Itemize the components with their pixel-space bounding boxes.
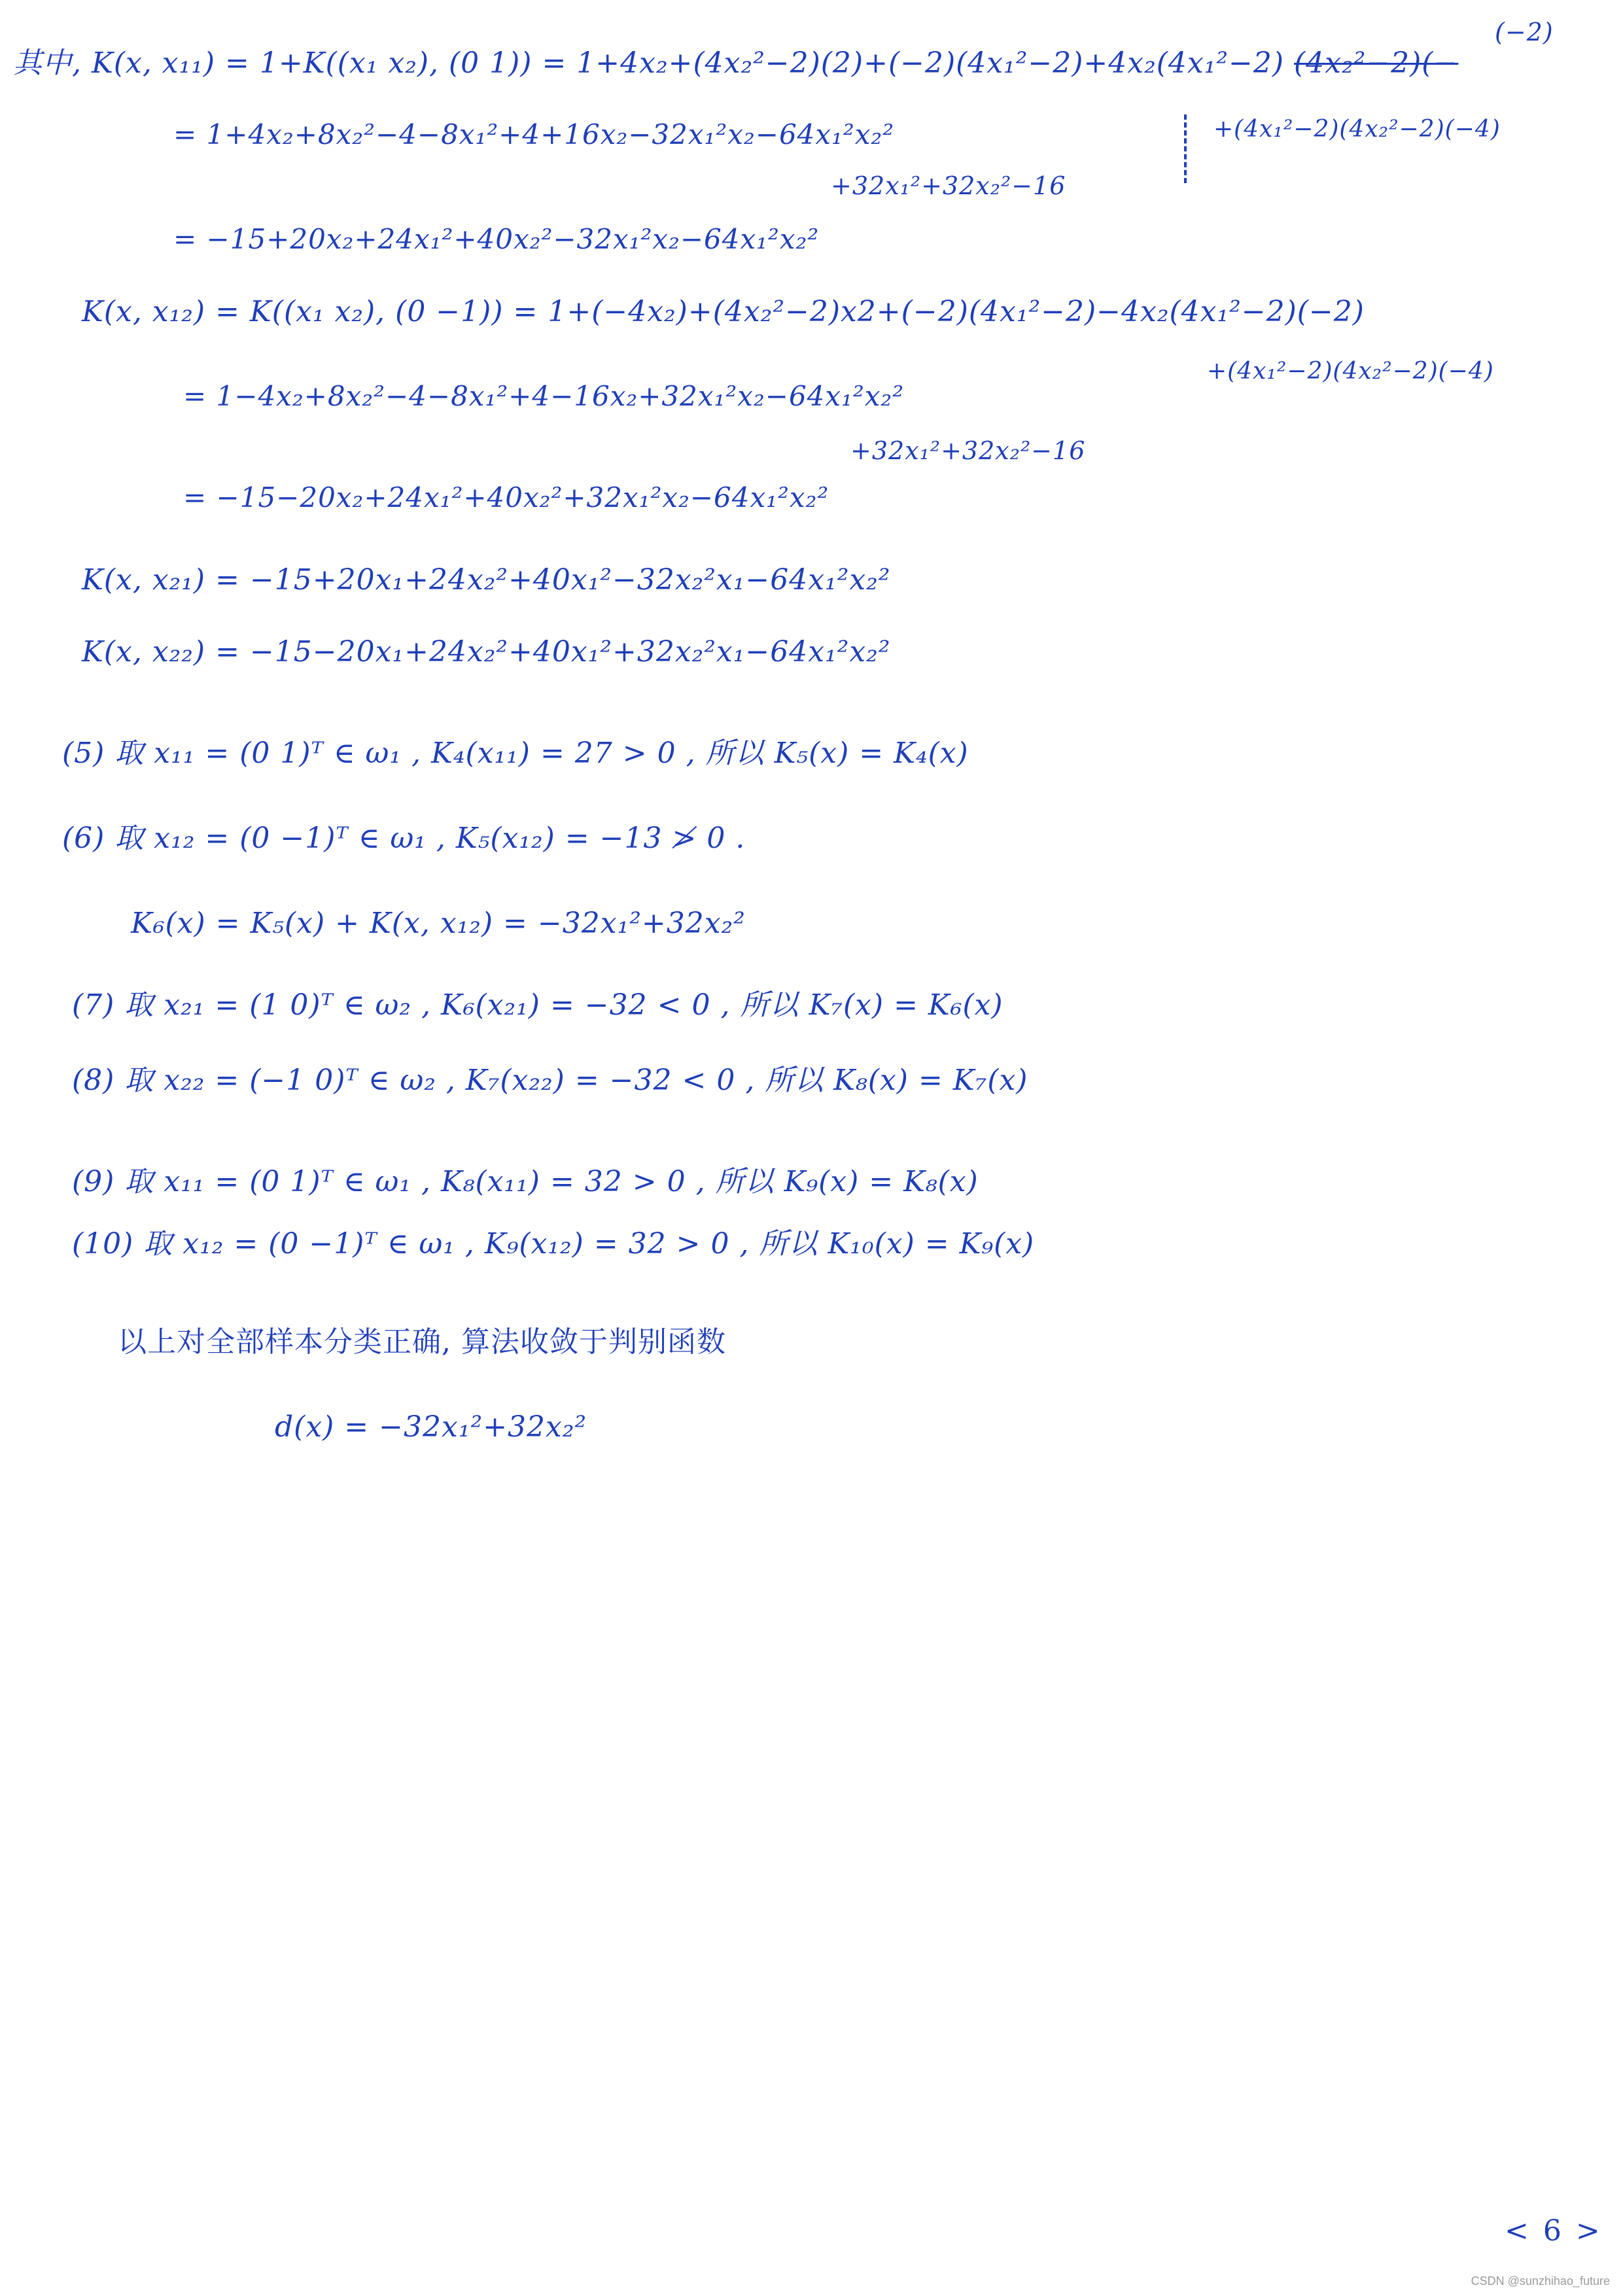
watermark: CSDN @sunzhihao_future xyxy=(1471,2274,1610,2287)
struck-term: (4x₂²−2)(− xyxy=(1294,46,1459,80)
line-kernel-x12-extra: +32x₁²+32x₂²−16 xyxy=(850,436,1086,465)
discriminant-function: d(x) = −32x₁²+32x₂² xyxy=(275,1410,587,1444)
side-note-x12: +(4x₁²−2)(4x₂²−2)(−4) xyxy=(1207,358,1494,385)
page-number: < 6 > xyxy=(1505,2214,1603,2248)
line-kernel-x21: K(x, x₂₁) = −15+20x₁+24x₂²+40x₁²−32x₂²x₁−64x₁²x₂² xyxy=(82,563,891,597)
step-6-update: K₆(x) = K₅(x) + K(x, x₁₂) = −32x₁²+32x₂² xyxy=(131,907,746,940)
step-9: (9) 取 x₁₁ = (0 1)ᵀ ∈ ω₁ , K₈(x₁₁) = 32 > 0 , 所以 K₉(x) = K₈(x) xyxy=(72,1165,979,1198)
step-7: (7) 取 x₂₁ = (1 0)ᵀ ∈ ω₂ , K₆(x₂₁) = −32 < 0 , 所以 K₇(x) = K₆(x) xyxy=(72,988,1003,1022)
line-kernel-x12: K(x, x₁₂) = K((x₁ x₂), (0 −1)) = 1+(−4x₂)+(4x₂²−2)x2+(−2)(4x₁²−2)−4x₂(4x₁²−2)(−2) xyxy=(82,295,1365,328)
step-10: (10) 取 x₁₂ = (0 −1)ᵀ ∈ ω₁ , K₉(x₁₂) = 32 > 0 , 所以 K₁₀(x) = K₉(x) xyxy=(72,1227,1035,1261)
dashed-divider xyxy=(1184,114,1187,183)
line-kernel-x12-expanded: = 1−4x₂+8x₂²−4−8x₁²+4−16x₂+32x₁²x₂−64x₁²x₂² xyxy=(183,380,905,412)
step-5: (5) 取 x₁₁ = (0 1)ᵀ ∈ ω₁ , K₄(x₁₁) = 27 > 0 , 所以 K₅(x) = K₄(x) xyxy=(62,737,969,770)
conclusion-text: 以上对全部样本分类正确, 算法收敛于判别函数 xyxy=(118,1325,726,1359)
step-8: (8) 取 x₂₂ = (−1 0)ᵀ ∈ ω₂ , K₇(x₂₂) = −32 < 0 , 所以 K₈(x) = K₇(x) xyxy=(72,1064,1028,1097)
line-kernel-x11-result: = −15+20x₂+24x₁²+40x₂²−32x₁²x₂−64x₁²x₂² xyxy=(173,223,820,255)
kernel-x11-expression: 其中, K(x, x₁₁) = 1+K((x₁ x₂), (0 1)) = 1+4x₂+(4x₂²−2)(2)+(−2)(4x₁²−2)+4x₂(4x₁²−2) xyxy=(13,46,1285,80)
line-kernel-x22: K(x, x₂₂) = −15−20x₁+24x₂²+40x₁²+32x₂²x₁−64x₁²x₂² xyxy=(82,635,891,669)
line-kernel-x12-result: = −15−20x₂+24x₁²+40x₂²+32x₁²x₂−64x₁²x₂² xyxy=(183,481,829,513)
line-kernel-x11-extra: +32x₁²+32x₂²−16 xyxy=(831,171,1066,200)
correction-superscript: (−2) xyxy=(1495,18,1554,46)
step-6: (6) 取 x₁₂ = (0 −1)ᵀ ∈ ω₁ , K₅(x₁₂) = −13 ≯ 0 . xyxy=(62,822,746,855)
line-kernel-x11 xyxy=(13,46,1459,80)
line-kernel-x11-expanded: = 1+4x₂+8x₂²−4−8x₁²+4+16x₂−32x₁²x₂−64x₁²x₂² xyxy=(173,118,895,150)
side-note-x11: +(4x₁²−2)(4x₂²−2)(−4) xyxy=(1213,116,1501,143)
